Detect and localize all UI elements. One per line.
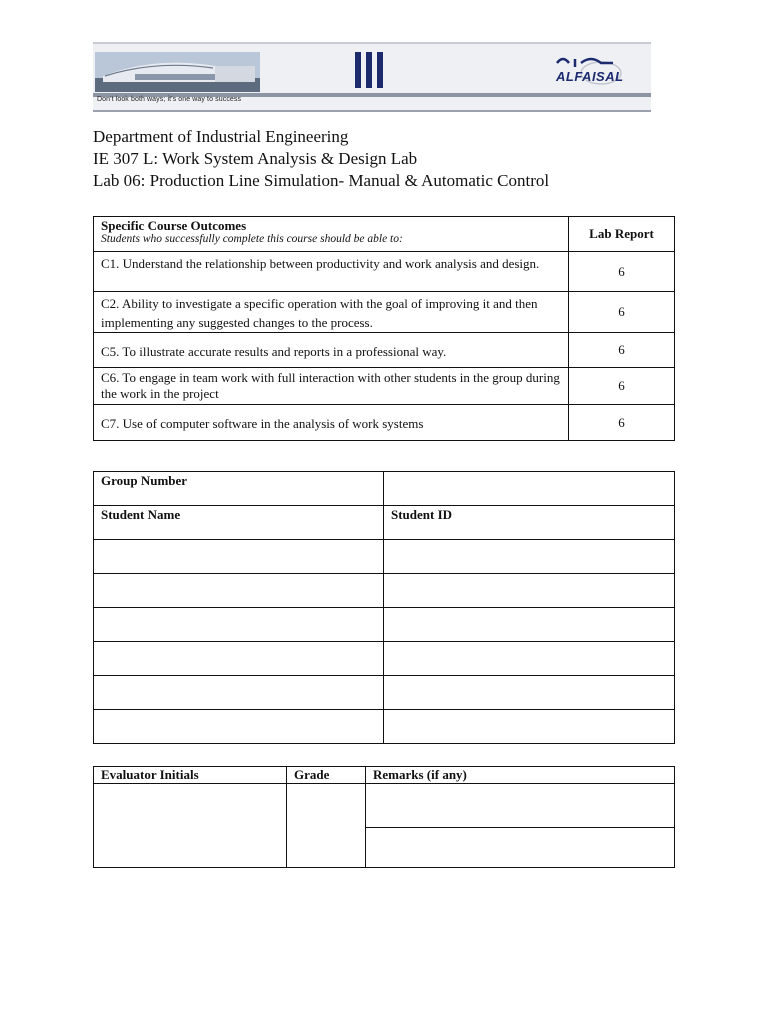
student-id-field[interactable] (384, 574, 675, 608)
table-row (94, 574, 675, 608)
outcomes-subtitle: Students who successfully complete this course should be able to: (101, 233, 403, 245)
course-outcomes-table (93, 216, 675, 441)
table-row (94, 608, 675, 642)
outcome-score: 6 (569, 292, 675, 333)
remarks-field[interactable] (366, 784, 675, 828)
group-number-label: Group Number (94, 472, 384, 506)
table-row (94, 642, 675, 676)
table-row (94, 540, 675, 574)
outcome-text: C6. To engage in team work with full interaction with other students in the group during the work in the project (94, 368, 569, 405)
department-title: Department of Industrial Engineering (93, 127, 349, 146)
student-id-field[interactable] (384, 608, 675, 642)
outcome-text: C1. Understand the relationship between productivity and work analysis and design. (94, 252, 569, 292)
outcome-score: 6 (569, 333, 675, 368)
outcome-score: 6 (569, 368, 675, 405)
table-row (94, 676, 675, 710)
outcome-score: 6 (569, 405, 675, 441)
student-id-header: Student ID (384, 506, 675, 540)
student-id-field[interactable] (384, 540, 675, 574)
student-id-field[interactable] (384, 710, 675, 744)
remarks-header: Remarks (if any) (366, 767, 675, 784)
campus-photo (95, 52, 260, 92)
lab-report-header: Lab Report (569, 217, 675, 252)
student-id-field[interactable] (384, 676, 675, 710)
student-name-field[interactable] (94, 676, 384, 710)
header-banner (93, 42, 651, 112)
evaluator-initials-field[interactable] (94, 784, 287, 868)
outcome-text: C5. To illustrate accurate results and reports in a professional way. (94, 333, 569, 368)
group-number-field[interactable] (384, 472, 675, 506)
student-name-field[interactable] (94, 608, 384, 642)
outcome-text: C7. Use of computer software in the analysis of work systems (94, 405, 569, 441)
brand-bars (355, 52, 388, 93)
outcomes-header-cell (94, 217, 569, 252)
outcome-text: C2. Ability to investigate a specific operation with the goal of improving it and then implementing any suggested changes to the process. (94, 292, 569, 333)
evaluator-initials-header: Evaluator Initials (94, 767, 287, 784)
student-name-field[interactable] (94, 540, 384, 574)
outcome-score: 6 (569, 252, 675, 292)
grade-field[interactable] (287, 784, 366, 868)
outcomes-title: Specific Course Outcomes (101, 218, 247, 233)
table-row (94, 292, 675, 333)
student-name-field[interactable] (94, 710, 384, 744)
student-name-field[interactable] (94, 642, 384, 676)
lab-title: Lab 06: Production Line Simulation- Manual & Automatic Control (93, 171, 550, 190)
table-row (94, 405, 675, 441)
table-row (94, 368, 675, 405)
student-name-header: Student Name (94, 506, 384, 540)
student-name-field[interactable] (94, 574, 384, 608)
grade-header: Grade (287, 767, 366, 784)
table-row (94, 252, 675, 292)
evaluation-table (93, 766, 675, 868)
document-titles (93, 126, 549, 192)
table-row (94, 333, 675, 368)
group-info-table (93, 471, 675, 744)
logo-text: ALFAISAL (556, 69, 624, 84)
course-title: IE 307 L: Work System Analysis & Design Lab (93, 149, 418, 168)
banner-tagline: Don't look both ways; it's one way to success (97, 96, 242, 103)
table-row (94, 710, 675, 744)
student-id-field[interactable] (384, 642, 675, 676)
remarks-field[interactable] (366, 828, 675, 868)
